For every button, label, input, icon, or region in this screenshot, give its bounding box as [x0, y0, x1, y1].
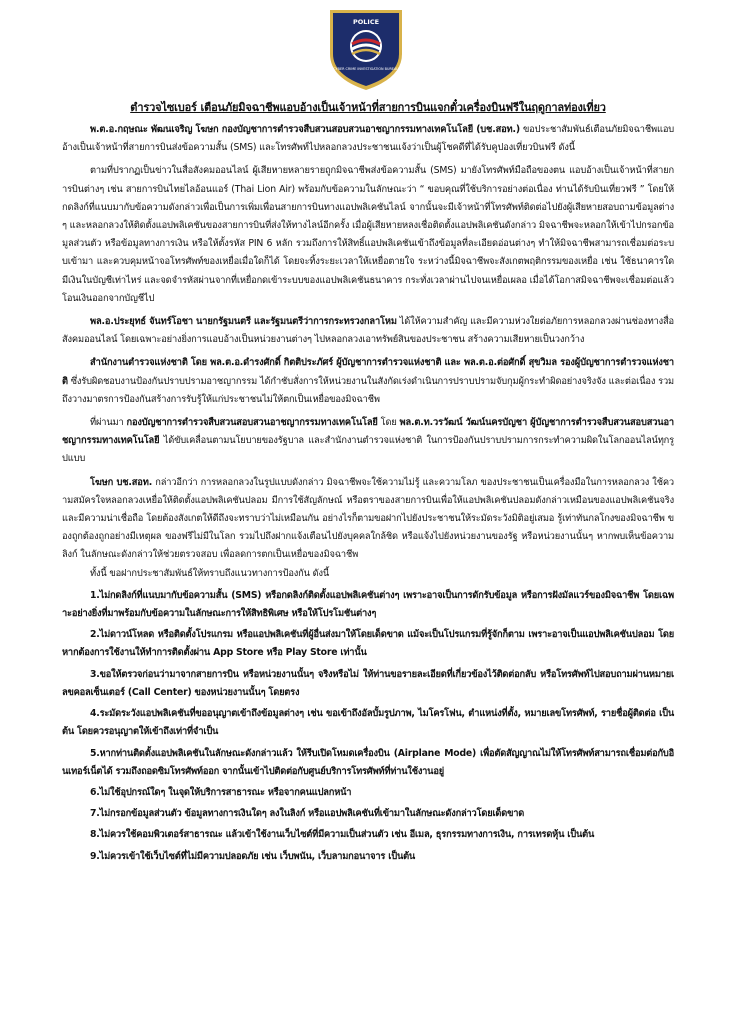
paragraph-intro — [62, 121, 674, 157]
logo-bottom-text: CYBER CRIME INVESTIGATION BUREAU — [333, 67, 399, 71]
ccib-commander-name: พล.ต.ท.วรวัฒน์ วัฒน์นครบัญชา ผู้บัญชาการตำรวจสืบสวนสอบสวนอาชญากรรมทางเทคโนโลยี — [62, 417, 675, 447]
spokesperson-name: พ.ต.อ.กฤษณะ พัฒนเจริญ โฆษก กองบัญชาการตำรวจสืบสวนสอบสวนอาชญากรรมทางเทคโนโลยี (บช.สอท.) — [90, 124, 521, 135]
page-title: ตำรวจไซเบอร์ เตือนภัยมิจฉาชีพแอบอ้างเป็นเจ้าหน้าที่สายการบินแจกตั๋วเครื่องบินฟรีในฤดูกาลท่องเที่ยว — [130, 101, 606, 114]
paragraph-prime-minister — [62, 313, 674, 349]
ccib-mid: โดย — [377, 417, 400, 429]
list-item: 2.ไม่ดาวน์โหลด หรือติดตั้งโปรแกรม หรือแอปพลิเคชันที่ผู้อื่นส่งมาให้โดยเด็ดขาด แม้จะเป็นโปรแกรมที่รู้จักก็ตาม เพราะอาจเป็นแอปพลิเคชันปลอม โดยหากต้องการใช้งานให้ทำการติดตั้งผ่าน App Store หรือ Play Store เท่านั้น — [62, 629, 674, 659]
paragraph-national-police — [62, 354, 674, 409]
list-item: 5.หากท่านติดตั้งแอปพลิเคชันในลักษณะดังกล่าวแล้ว ให้รีบเปิดโหมดเครื่องบิน (Airplane Mode) เพื่อตัดสัญญาณไม่ให้โทรศัพท์สามารถเชื่อมต่อกับอินเทอร์เน็ตได้ รวมถึงถอดซิมโทรศัพท์ออก จากนั้นเข้าไปติดต่อกับศูนย์บริการโทรศัพท์ที่ท่านใช้งานอยู่ — [62, 747, 674, 777]
national-police-names: สำนักงานตำรวจแห่งชาติ โดย พล.ต.อ.ดำรงศักดิ์ กิตติประภัศร์ ผู้บัญชาการตำรวจแห่งชาติ และ พล.ต.อ.ต่อศักดิ์ สุขวิมล รองผู้บัญชาการตำรวจแห่งชาติ — [62, 357, 674, 387]
paragraph-scam-description: ตามที่ปรากฏเป็นข่าวในสื่อสังคมออนไลน์ ผู้เสียหายหลายรายถูกมิจฉาชีพส่งข้อความสั้น (SMS) มายังโทรศัพท์มือถือของตน แอบอ้างเป็นเจ้าหน้าที่สายการบินต่างๆ เช่น สายการบินไทยไลอ้อนแอร์ (Thai Lion Air) พร้อมกับข้อความในลักษณะว่า “ ขอบคุณที่ใช้บริการอย่างต่อเนื่อง ท่านได้รับบินเที่ยวฟรี ” โดยให้กดลิงก์ที่แนบมากับข้อความดังกล่าวเพื่อเป็นการเพิ่มเพื่อนสายการบินทางแอปพลิเคชันไลน์ จากนั้นจะมีเจ้าหน้าที่โทรศัพท์ติดต่อไปยังผู้เสียหายสอบถามข้อมูลต่างๆ และหลอกลวงให้ติดตั้งแอปพลิเคชันของสายการบินที่ส่งให้ทางไลน์อีกครั้ง เมื่อผู้เสียหายหลงเชื่อติดตั้งแอปพลิเคชันดังกล่าว มิจฉาชีพจะหลอกให้เข้าไปกรอกข้อมูลส่วนตัว หรือข้อมูลทางการเงิน หรือให้ตั้งรหัส PIN 6 หลัก รวมถึงการให้สิทธิ์แอปพลิเคชันเข้าถึงข้อมูลที่ละเอียดอ่อนต่างๆ ทำให้มิจฉาชีพสามารถเชื่อมต่อระบบเข้ามา และควบคุมหน้าจอโทรศัพท์ของเหยื่อเมื่อใดก็ได้ โดยจะทิ้งระยะเวลาให้เหยื่อตายใจ ระหว่างนี้มิจฉาชีพจะสังเกตพฤติกรรมของเหยื่อ เช่น ใช้ธนาคารใด มีเงินในบัญชีเท่าไหร่ และจดจำรหัสผ่านจากที่เหยื่อกดเข้าระบบของแอปพลิเคชันธนาคาร กระทั่งเวลาผ่านไปจนเหยื่อเผลอ เมื่อได้โอกาสมิจฉาชีพจะเชื่อมต่อแล้วโอนเงินออกจากบัญชีไป — [62, 165, 674, 304]
national-police-text: ซึ่งรับผิดชอบงานป้องกันปราบปรามอาชญากรรม ได้กำชับสั่งการให้หน่วยงานในสังกัดเร่งดำเนินการปราบปรามจับกุมผู้กระทำผิดอย่างจริงจัง และต่อเนื่อง รวมถึงวางมาตรการป้องกันสร้างการรับรู้ให้แก่ประชาชนไม่ให้ตกเป็นเหยื่อของมิจฉาชีพ — [62, 375, 674, 405]
intro-text: ขอประชาสัมพันธ์เตือนภัยมิจฉาชีพแอบอ้างเป็นเจ้าหน้าที่สายการบินส่งข้อความสั้น (SMS) และโทรศัพท์ไปหลอกลวงประชาชนแจ้งว่าเป็นผู้โชคดีที่ได้รับคูปองเที่ยวบินฟรี ดังนี้ — [62, 124, 675, 154]
paragraph-ccib — [62, 414, 674, 469]
ccib-lead: ที่ผ่านมา — [90, 417, 127, 429]
list-item: 9.ไม่ควรเข้าใช้เว็บไซต์ที่ไม่มีความปลอดภัย เช่น เว็บพนัน, เว็บลามกอนาจาร เป็นต้น — [90, 850, 416, 862]
list-item: 4.ระมัดระวังแอปพลิเคชันที่ขออนุญาตเข้าถึงข้อมูลต่างๆ เช่น ขอเข้าถึงอัลบั้มรูปภาพ, ไมโครโฟน, ตำแหน่งที่ตั้ง, หมายเลขโทรศัพท์, รายชื่อผู้ติดต่อ เป็นต้น โดยควรอนุญาตให้เข้าถึงเท่าที่จำเป็น — [62, 708, 674, 738]
list-item: 3.ขอให้ตรวจก่อนว่ามาจากสายการบิน หรือหน่วยงานนั้นๆ จริงหรือไม่ ให้ท่านขอรายละเอียดที่เกี่ยวข้องไว้ติดต่อกลับ หรือโทรศัพท์ไปสอบถามผ่านหมายเลขคอลเซ็นเตอร์ (Call Center) ของหน่วยงานนั้นๆ โดยตรง — [62, 668, 674, 698]
spokesperson-short: โฆษก บช.สอท. — [90, 476, 153, 488]
paragraph-spokesperson-warning — [62, 474, 674, 565]
spokesperson-warning-text: กล่าวอีกว่า การหลอกลวงในรูปแบบดังกล่าว มิจฉาชีพจะใช้ความไม่รู้ และความโลภ ของประชาชนเป็นเครื่องมือในการหลอกลวง ใช้ความสมัครใจหลอกลวงเหยื่อให้ติดตั้งแอปพลิเคชันปลอม มีการใช้สัญลักษณ์ หรือตราของสายการบินเพื่อให้แอปพลิเคชันปลอมดังกล่าวเหมือนของแอปพลิเคชันจริง และมีความน่าเชื่อถือ โดยต้องสังเกตให้ดีถึงจะทราบว่าไม่เหมือนกัน อย่างไรก็ตามขอฝากไปยังประชาชนให้ระมัดระวังมิติอยู่เสมอ รู้เท่าทันกลโกงของมิจฉาชีพ ของถูกต้องถูกอย่างมีเหตุผล ของฟรีไม่มีในโลก รวมไปถึงฝากแจ้งเตือนไปยังบุคคลใกล้ชิด หรือแจ้งไปยังหน่วยงานของรัฐ หรือหน่วยงานนั้นๆ หากพบเห็นข้อความ ลิงก์ ในลักษณะดังกล่าวให้ช่วยตรวจสอบ เพื่อลดการตกเป็นเหยื่อของมิจฉาชีพ — [62, 476, 674, 561]
logo-top-text: POLICE — [352, 18, 380, 26]
cyber-police-logo — [322, 4, 410, 92]
ccib-name: กองบัญชาการตำรวจสืบสวนสอบสวนอาชญากรรมทางเทคโนโลยี — [126, 417, 378, 429]
list-item: 8.ไม่ควรใช้คอมพิวเตอร์สาธารณะ แล้วเข้าใช้งานเว็บไซต์ที่มีความเป็นส่วนตัว เช่น อีเมล, ธุรกรรมทางการเงิน, การเทรดหุ้น เป็นต้น — [90, 829, 595, 841]
shield-emblem-icon — [322, 4, 410, 92]
paragraph-prevention-intro: ทั้งนี้ ขอฝากประชาสัมพันธ์ให้ทราบถึงแนวทางการป้องกัน ดังนี้ — [90, 567, 330, 579]
prime-minister-name: พล.อ.ประยุทธ์ จันทร์โอชา นายกรัฐมนตรี และรัฐมนตรีว่าการกระทรวงกลาโหม — [90, 316, 397, 328]
list-item: 6.ไม่ใช้อุปกรณ์ใดๆ ในจุดให้บริการสาธารณะ หรือจากคนแปลกหน้า — [90, 786, 352, 798]
prevention-list — [62, 587, 674, 866]
article-body — [62, 100, 674, 869]
list-item: 1.ไม่กดลิงก์ที่แนบมากับข้อความสั้น (SMS) หรือกดลิงก์ติดตั้งแอปพลิเคชันต่างๆ เพราะอาจเป็นการดักรับข้อมูล หรือการฝังมัลแวร์ของมิจฉาชีพ โดยเฉพาะอย่างยิ่งที่มาพร้อมกับข้อความในลักษณะการให้สิทธิพิเศษ หรือให้โปรโมชันต่างๆ — [62, 589, 674, 620]
ccib-text: ได้ขับเคลื่อนตามนโยบายของรัฐบาล และสำนักงานตำรวจแห่งชาติ ในการป้องกันปราบปรามการกระทำความผิดในโลกออนไลน์ทุกรูปแบบ — [62, 435, 674, 465]
list-item: 7.ไม่กรอกข้อมูลส่วนตัว ข้อมูลทางการเงินใดๆ ลงในลิงก์ หรือแอปพลิเคชันที่เข้ามาในลักษณะดังกล่าวโดยเด็ดขาด — [90, 808, 525, 820]
prime-minister-text: ได้ให้ความสำคัญ และมีความห่วงใยต่อภัยการหลอกลวงผ่านช่องทางสื่อสังคมออนไลน์ โดยเฉพาะอย่างยิ่งการแอบอ้างเป็นหน่วยงานต่างๆ ไปหลอกลวงเอาทรัพย์สินของประชาชน สร้างความเสียหายเป็นวงกว้าง — [62, 316, 674, 346]
